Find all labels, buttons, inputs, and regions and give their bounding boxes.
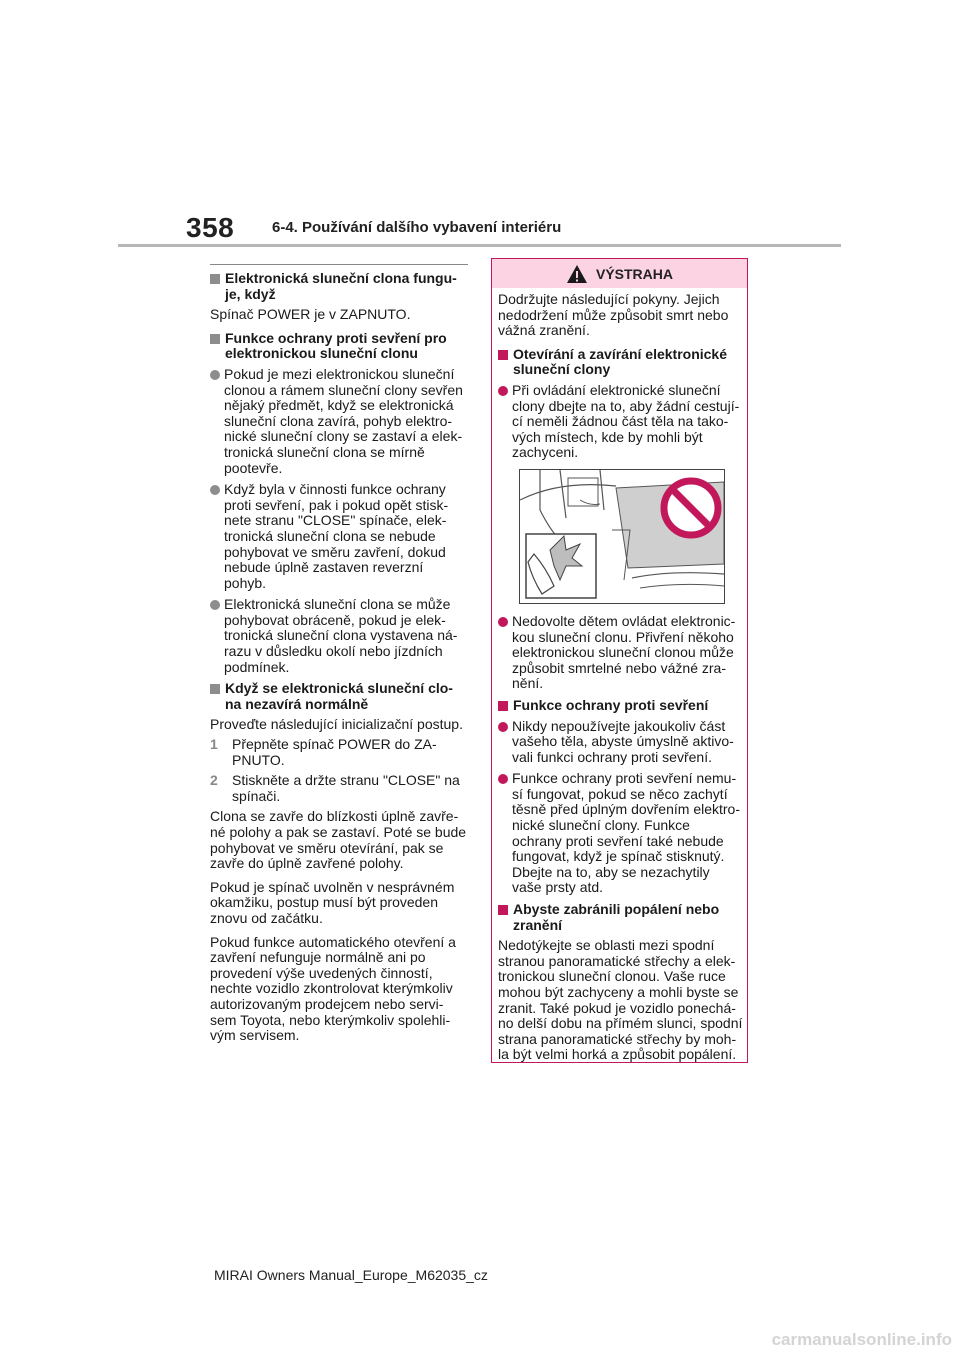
square-bullet-icon xyxy=(210,334,220,344)
round-bullet-icon xyxy=(498,617,508,627)
section-title: 6-4. Používání dalšího vybavení interiéru xyxy=(272,219,562,236)
heading-not-closing: Když se elektronická sluneční clo-na nezavírá normálně xyxy=(210,681,468,712)
column-top-rule xyxy=(210,264,468,265)
paragraph: Spínač POWER je v ZAPNUTO. xyxy=(210,306,411,323)
bullet-item: Při ovládání elektronické sluneční clony dbejte na to, aby žádní cestují-cí neměli žádnou část těla na tako-vých místech, kde by mohli být zachyceni. xyxy=(498,383,743,461)
footer-text: MIRAI Owners Manual_Europe_M62035_cz xyxy=(214,1267,488,1283)
bullet-item: Elektronická sluneční clona se může pohybovat obráceně, pokud je elek-tronická sluneční clona vystavena ná-razu v důsledku okolí nebo jízdních podmínek. xyxy=(210,597,468,675)
step-item xyxy=(210,737,468,768)
bullet-item: Nedovolte dětem ovládat elektronic-kou sluneční clonu. Přivření někoho elektronickou sluneční clonou může způsobit smrtelné nebo vážné zra-nění. xyxy=(498,614,743,692)
step-number: 1 xyxy=(210,736,218,753)
prohibited-icon xyxy=(664,481,718,535)
step-number: 2 xyxy=(210,772,218,789)
warning-triangle-icon xyxy=(566,264,588,284)
heading-jam-protection: Funkce ochrany proti sevření pro elektronickou sluneční clonu xyxy=(210,331,468,362)
page-number: 358 xyxy=(186,212,235,243)
warning-box xyxy=(491,258,748,1063)
round-bullet-icon xyxy=(210,370,220,380)
round-bullet-icon xyxy=(210,600,220,610)
square-bullet-icon xyxy=(210,274,220,284)
warning-title: VÝSTRAHA xyxy=(595,265,673,282)
step-item xyxy=(210,773,468,804)
bullet-item: Když byla v činnosti funkce ochrany proti sevření, pak i pokud opět stisk-nete stranu "CLOSE" spínače, elek-tronická sluneční clona se nebude pohybovat ve směru zavření, dokud nebude úplně zastaven reverzní pohyb. xyxy=(210,482,468,591)
watermark: carmanualsonline.info xyxy=(771,1330,952,1349)
square-bullet-icon xyxy=(210,684,220,694)
round-bullet-icon xyxy=(210,485,220,495)
left-column xyxy=(210,264,468,1052)
paragraph: Pokud je spínač uvolněn v nesprávném okamžiku, postup musí být proveden znovu od začátku. xyxy=(210,878,455,926)
warning-body xyxy=(492,288,747,1063)
bullet-item: Nikdy nepoužívejte jakoukoliv část vašeho těla, abyste úmyslně aktivo-vali funkci ochrany proti sevření. xyxy=(498,719,743,766)
round-bullet-icon xyxy=(498,386,508,396)
heading-sunshade-operates: Elektronická sluneční clona fungu-je, když xyxy=(210,271,468,302)
warning-intro: Dodržujte následující pokyny. Jejich nedodržení může způsobit smrt nebo vážná zranění. xyxy=(498,291,729,339)
header-rule xyxy=(118,244,841,247)
square-bullet-icon xyxy=(498,905,508,915)
heading-jam-protection-warning: Funkce ochrany proti sevření xyxy=(498,698,743,714)
heading-burn-prevention: Abyste zabránili popálení nebo zranění xyxy=(498,902,743,933)
step-text: Stiskněte a držte stranu "CLOSE" na spínači. xyxy=(232,772,460,804)
bullet-item: Funkce ochrany proti sevření nemu-sí fungovat, pokud se něco zachytí těsně před úplným dovřením elektro-nické sluneční clony. Funkce ochrany proti sevření také nebude fungovat, když je spínač stisknutý. Dbejte na to, aby se nezachytily vaše prsty atd. xyxy=(498,771,743,896)
bullet-item: Pokud je mezi elektronickou sluneční clonou a rámem sluneční clony sevřen nějaký předmět, když se elektronická sluneční clona zavírá, pohyb elektro-nické sluneční clony se zastaví a elek-tronická sluneční clona se mírně pootevře. xyxy=(210,367,468,476)
square-bullet-icon xyxy=(498,701,508,711)
warning-header xyxy=(492,259,747,288)
square-bullet-icon xyxy=(498,350,508,360)
paragraph: Proveďte následující inicializační postup. xyxy=(210,716,463,733)
round-bullet-icon xyxy=(498,722,508,732)
paragraph: Nedotýkejte se oblasti mezi spodní stranou panoramatické střechy a elek-tronickou sluneční clonou. Vaše ruce mohou být zachyceny a mohli byste se zranit. Také pokud je vozidlo ponechá-no delší dobu na přímém slunci, spodní strana panoramatické střechy by moh-la být velmi horká a způsobit popálení. xyxy=(498,937,743,1063)
paragraph: Clona se zavře do blízkosti úplně zavře-né polohy a pak se zastaví. Poté se bude pohybovat ve směru otevírání, pak se zavře do úplně zavřené polohy. xyxy=(210,808,467,872)
step-text: Přepněte spínač POWER do ZA-PNUTO. xyxy=(232,736,437,768)
round-bullet-icon xyxy=(498,774,508,784)
heading-open-close: Otevírání a zavírání elektronické sluneční clony xyxy=(498,347,743,378)
paragraph: Pokud funkce automatického otevření a zavření nefunguje normálně ani po provedení výše uvedených činností, nechte vozidlo zkontrolovat kterýmkoliv autorizovaným prodejcem nebo servi-sem Toyota, nebo kterýmkoliv spolehli-vým servisem. xyxy=(210,933,456,1044)
illustration-hand-caught xyxy=(519,469,725,604)
